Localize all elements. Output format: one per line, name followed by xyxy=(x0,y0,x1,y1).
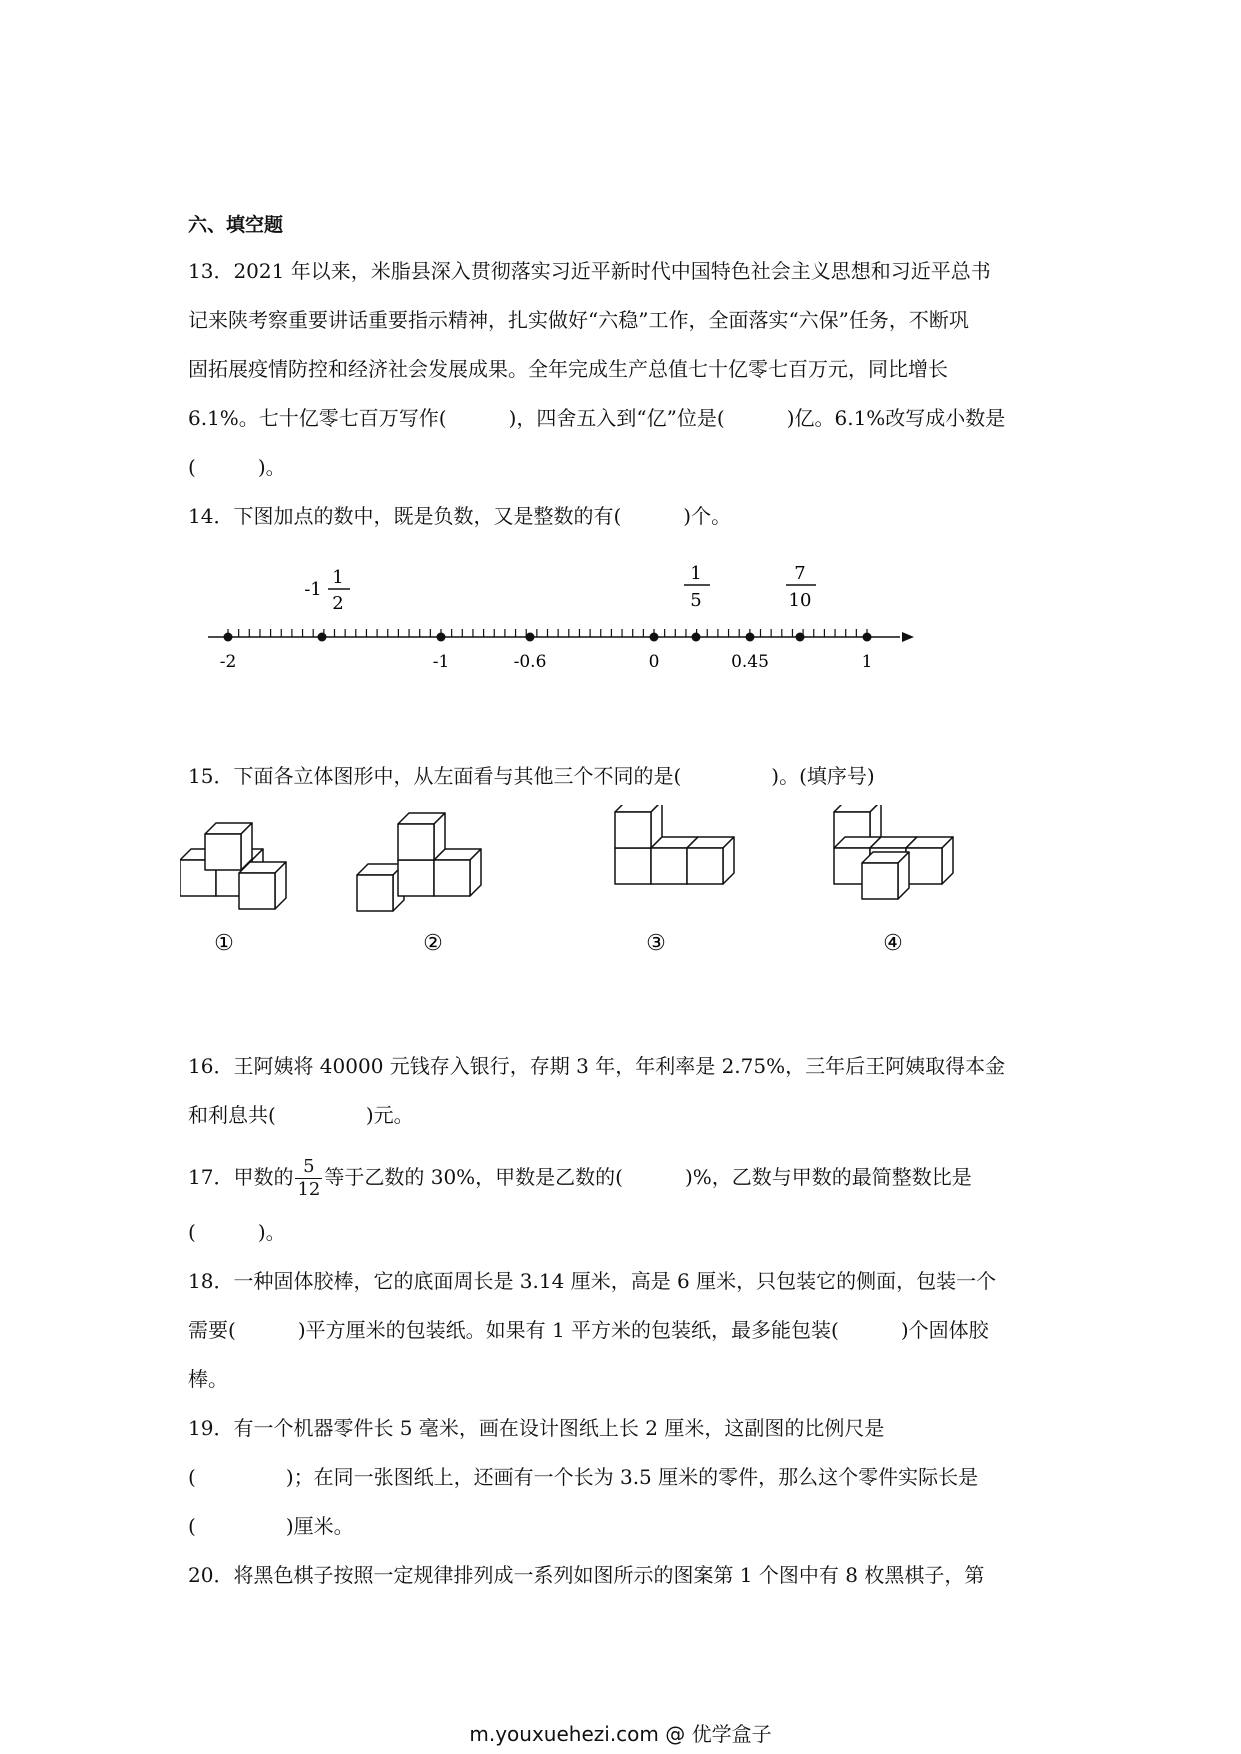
q17-text-e: )。 xyxy=(257,1220,286,1244)
footer-watermark: m.youxuehezi.com @ 优学盒子 xyxy=(469,1722,772,1746)
q15-text-a: 15．下面各立体图形中，从左面看与其他三个不同的是( xyxy=(188,764,682,788)
label-f15-num: 1 xyxy=(690,565,702,584)
number-line-dot xyxy=(650,633,659,642)
label-045: 0.45 xyxy=(731,652,769,672)
q18-line-3: 棒。 xyxy=(188,1367,228,1391)
number-line-arrow xyxy=(902,632,914,642)
number-line-dot xyxy=(318,633,327,642)
cube-face xyxy=(906,848,942,884)
number-line-dot xyxy=(796,633,805,642)
label-mixed-num: 1 xyxy=(332,567,344,588)
q17-text-c: )%，乙数与甲数的最简整数比是 xyxy=(684,1165,972,1189)
q17-frac-den: 12 xyxy=(297,1179,321,1200)
number-line-dot xyxy=(863,633,872,642)
q17-text-b: 等于乙数的 30%，甲数是乙数的( xyxy=(324,1165,623,1189)
q13-line-4 xyxy=(188,405,1005,431)
label-neg1: -1 xyxy=(432,652,450,672)
fig2-cube xyxy=(357,864,404,911)
q18-text-c: )个固体胶 xyxy=(900,1318,989,1342)
q13-line-3: 固拓展疫情防控和经济社会发展成果。全年完成生产总值七十亿零七百万元，同比增长 xyxy=(188,357,948,381)
q17-frac-num: 5 xyxy=(295,1156,322,1179)
label-neg2: -2 xyxy=(219,652,237,672)
q19-line-2 xyxy=(188,1464,978,1490)
q16-text-b: )元。 xyxy=(365,1103,414,1127)
q14-line xyxy=(188,503,731,529)
figure-label-4: ④ xyxy=(883,931,903,956)
q13-text-d: ( xyxy=(188,455,196,479)
q17-text-a: 17．甲数的 xyxy=(188,1165,294,1189)
label-mixed-den: 2 xyxy=(332,593,344,614)
cube-face xyxy=(357,875,393,911)
q16-line-1: 16．王阿姨将 40000 元钱存入银行，存期 3 年，年利率是 2.75%，三年后王阿姨取得本金 xyxy=(188,1054,1006,1078)
number-line-dot xyxy=(746,633,755,642)
q18-line-2 xyxy=(188,1317,989,1343)
q19-line-3 xyxy=(188,1513,354,1539)
cube-face xyxy=(398,824,434,860)
q17-text-d: ( xyxy=(188,1220,196,1244)
fig3-cube xyxy=(687,837,734,884)
fig4-cube xyxy=(862,852,909,899)
fig1-cube xyxy=(239,862,286,909)
q13-line-5 xyxy=(188,454,286,480)
label-f15-den: 5 xyxy=(690,590,702,611)
cube-face xyxy=(862,863,898,899)
cube-face xyxy=(239,873,275,909)
q16-line-2 xyxy=(188,1102,414,1128)
label-mixed-whole: -1 xyxy=(304,579,322,600)
label-zero: 0 xyxy=(648,652,660,672)
fig2-cube xyxy=(434,849,481,896)
label-one: 1 xyxy=(861,652,873,672)
q15-line xyxy=(188,763,875,789)
q19-text-a: ( xyxy=(188,1465,196,1489)
q19-text-c: ( xyxy=(188,1514,196,1538)
q17-fraction xyxy=(295,1156,322,1201)
label-f710-den: 10 xyxy=(788,590,812,611)
cube-face xyxy=(687,848,723,884)
q13-text-c: )亿。6.1%改写成小数是 xyxy=(786,406,1006,430)
cube-figures xyxy=(180,805,980,975)
q19-text-d: )厘米。 xyxy=(285,1514,354,1538)
label-f710-num: 7 xyxy=(794,565,806,584)
number-line-dot xyxy=(692,633,701,642)
figure-label-2: ② xyxy=(423,931,443,956)
fig1-cube xyxy=(205,823,252,870)
q16-text-a: 和利息共( xyxy=(188,1103,276,1127)
number-line-dot xyxy=(437,633,446,642)
cube-face xyxy=(398,860,434,896)
q13-text-e: )。 xyxy=(257,455,286,479)
number-line-dot xyxy=(526,633,535,642)
figure-label-3: ③ xyxy=(646,931,666,956)
q15-text-b: )。(填序号) xyxy=(771,764,875,788)
q17-line-2 xyxy=(188,1219,286,1245)
number-line-figure xyxy=(200,565,920,675)
q20-line-1: 20．将黑色棋子按照一定规律排列成一系列如图所示的图案第 1 个图中有 8 枚黑棋子，第 xyxy=(188,1563,985,1587)
q18-line-1: 18．一种固体胶棒，它的底面周长是 3.14 厘米，高是 6 厘米，只包装它的侧面，包装一个 xyxy=(188,1269,997,1293)
cube-face xyxy=(615,848,651,884)
cube-face xyxy=(205,834,241,870)
fig3-cube xyxy=(615,805,662,848)
figure-label-1: ① xyxy=(214,931,234,956)
q19-text-b: )；在同一张图纸上，还画有一个长为 3.5 厘米的零件，那么这个零件实际长是 xyxy=(285,1465,979,1489)
q13-text-a: 6.1%。七十亿零七百万写作( xyxy=(188,406,447,430)
q18-text-b: )平方厘米的包装纸。如果有 1 平方米的包装纸，最多能包装( xyxy=(297,1318,839,1342)
number-line-dot xyxy=(224,633,233,642)
cube-face xyxy=(651,848,687,884)
fig2-cube xyxy=(398,813,445,860)
q13-line-2: 记来陕考察重要讲话重要指示精神，扎实做好“六稳”工作，全面落实“六保”任务，不断巩 xyxy=(188,308,969,332)
q13-line-1: 13．2021 年以来，米脂县深入贯彻落实习近平新时代中国特色社会主义思想和习近平总书 xyxy=(188,259,991,283)
q14-text-b: )个。 xyxy=(683,504,732,528)
q19-line-1: 19．有一个机器零件长 5 毫米，画在设计图纸上长 2 厘米，这副图的比例尺是 xyxy=(188,1416,885,1440)
section-heading: 六、填空题 xyxy=(188,214,284,236)
cube-face xyxy=(615,812,651,848)
q14-text-a: 14．下图加点的数中，既是负数，又是整数的有( xyxy=(188,504,622,528)
q17-line-1 xyxy=(188,1150,972,1204)
q18-text-a: 需要( xyxy=(188,1318,236,1342)
cube-face xyxy=(434,860,470,896)
q13-text-b: )，四舍五入到“亿”位是( xyxy=(508,406,725,430)
cube-layer xyxy=(180,805,953,911)
label-neg06: -0.6 xyxy=(513,652,547,672)
fig4-cube xyxy=(906,837,953,884)
